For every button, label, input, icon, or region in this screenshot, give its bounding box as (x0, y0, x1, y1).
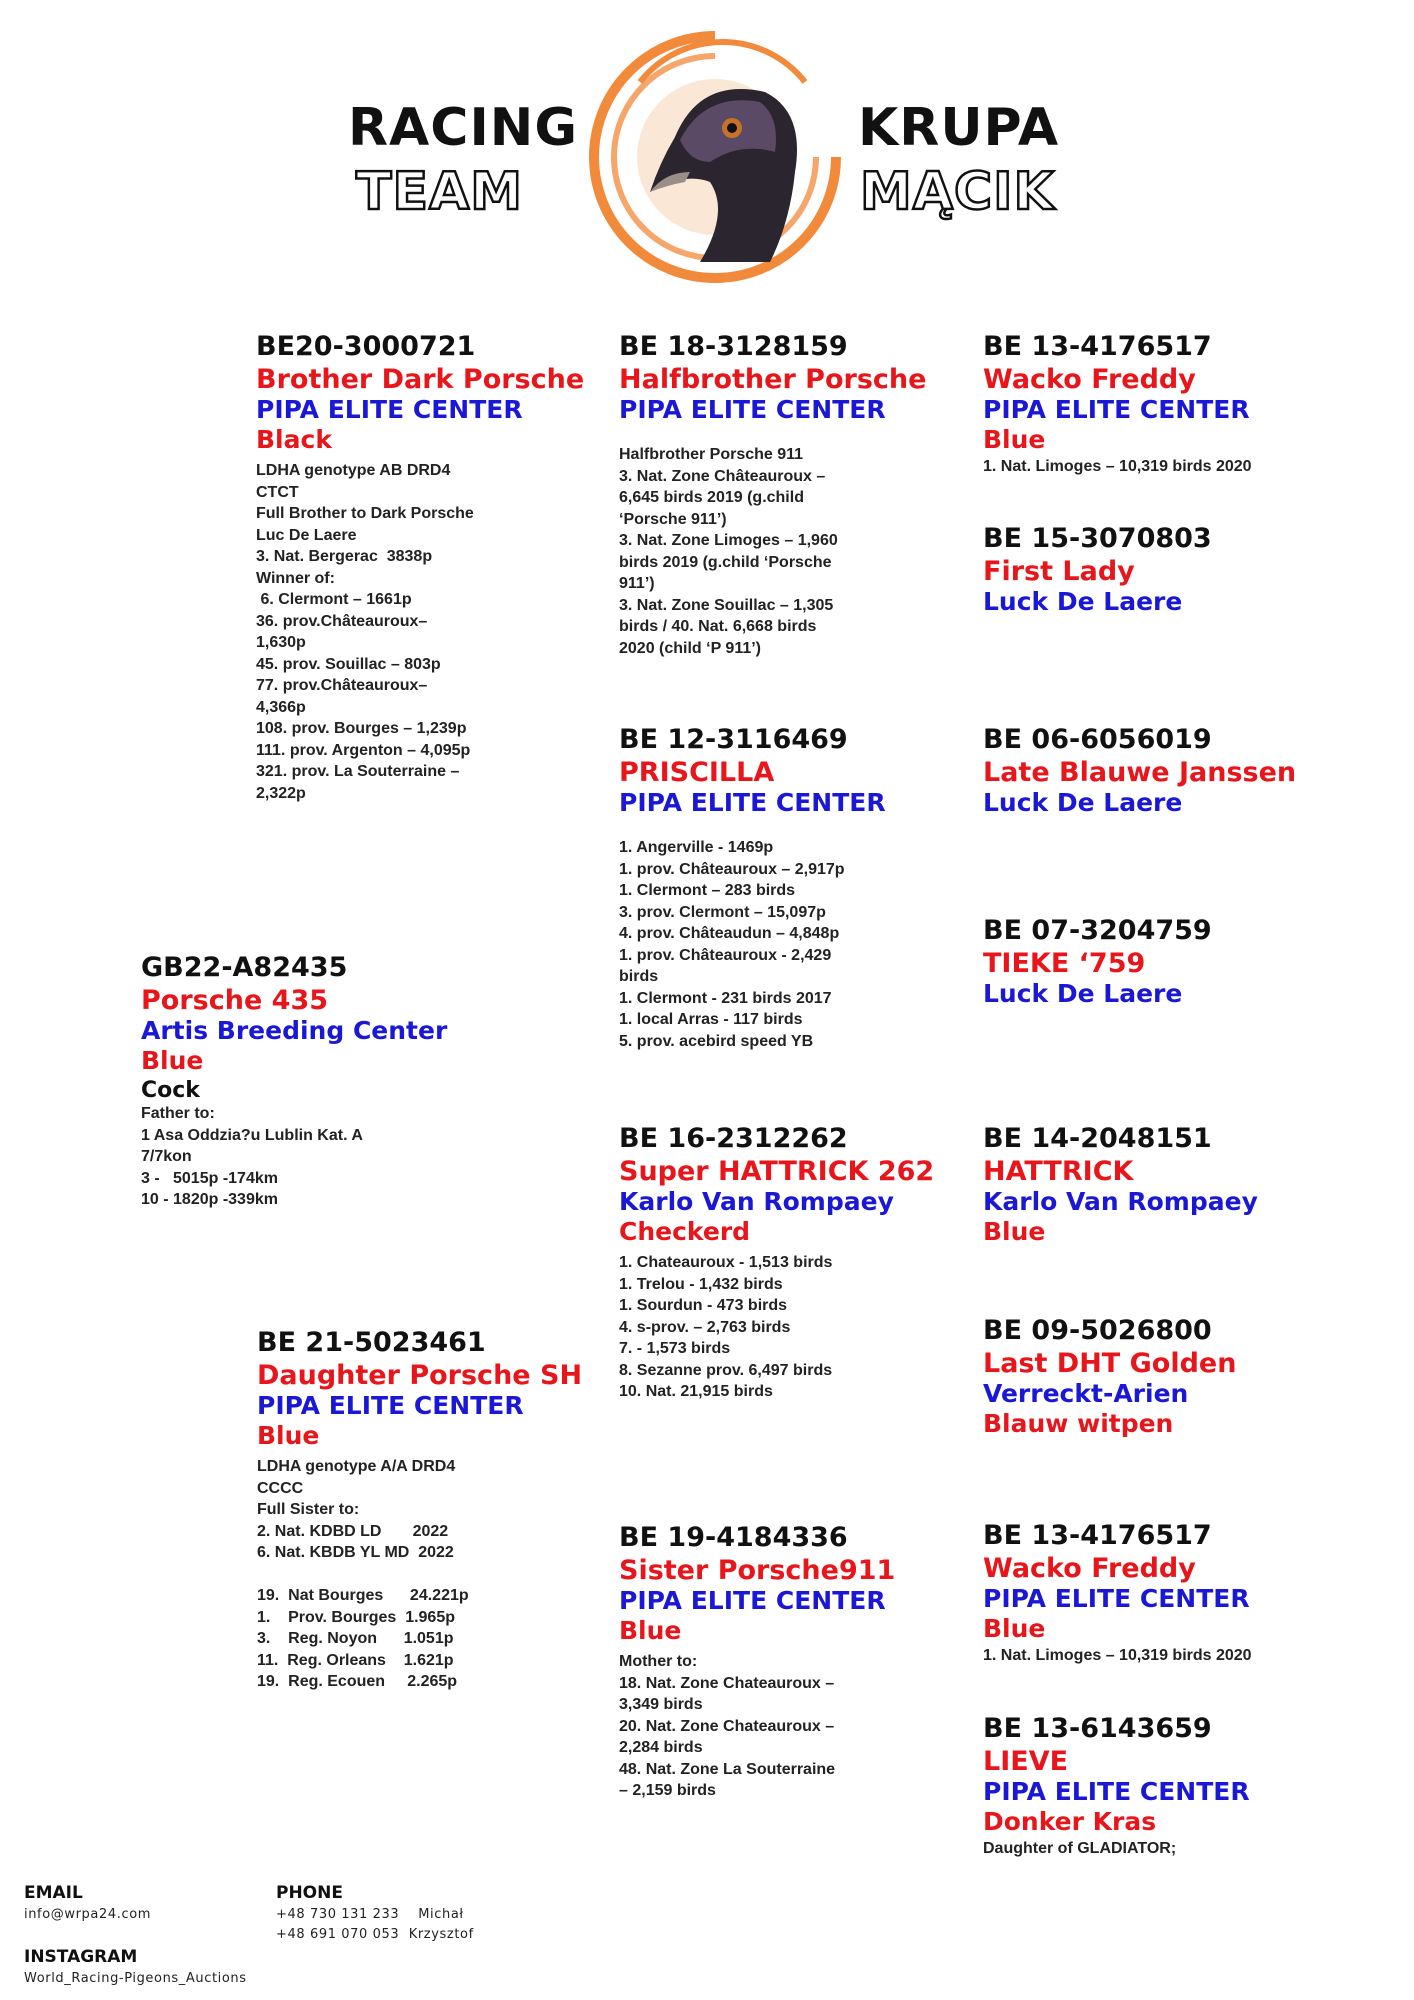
breeder-name: Karlo Van Rompaey (983, 1187, 1258, 1216)
breeder-name: Luck De Laere (983, 587, 1183, 616)
logo-team: TEAM (356, 162, 523, 222)
breeder-name: PIPA ELITE CENTER (619, 395, 886, 424)
pigeon-notes: Halfbrother Porsche 911 3. Nat. Zone Châteauroux – 6,645 birds 2019 (g.child ‘Porsche 911’) 3. Nat. Zone Limoges – 1,960 birds 2019 (g.child ‘Porsche 911’) 3. Nat. Zone Souillac – 1,305 birds / 40. Nat. 6,668 birds 2020 (child ‘P 911’) (619, 446, 838, 657)
ring-number: BE 13-4176517 (983, 331, 1212, 362)
sire-sire-card (619, 330, 949, 659)
breeder-name: Artis Breeding Center (141, 1016, 448, 1045)
ring-number: BE 21-5023461 (257, 1327, 486, 1358)
pigeon-color: Blue (257, 1421, 320, 1450)
pigeon-color: Blue (141, 1046, 204, 1075)
ring-number: BE 15-3070803 (983, 523, 1212, 554)
subject-card (141, 951, 461, 1211)
breeder-name: Luck De Laere (983, 979, 1183, 1008)
ring-number: BE 16-2312262 (619, 1123, 848, 1154)
pigeon-notes: LDHA genotype AB DRD4 CTCT Full Brother to Dark Porsche Luc De Laere 3. Nat. Bergerac 3838p Winner of: 6. Clermont – 1661p 36. prov.Châteauroux– 1,630p 45. prov. Souillac – 803p 77. prov.Châteauroux– 4,366p 108. prov. Bourges – 1,239p 111. prov. Argenton – 4,095p 321. prov. La Souterraine – 2,322p (256, 462, 474, 802)
ring-number: GB22-A82435 (141, 952, 348, 983)
ring-number: BE 06-6056019 (983, 724, 1212, 755)
pigeon-color: Black (256, 425, 332, 454)
breeder-name: PIPA ELITE CENTER (256, 395, 523, 424)
pigeon-notes: LDHA genotype A/A DRD4 CCCC Full Sister to: 2. Nat. KDBD LD 2022 6. Nat. KBDB YL MD 2022 19. Nat Bourges 24.221p 1. Prov. Bourges 1.965p 3. Reg. Noyon 1.051p 11. Reg. Orleans 1.621p 19. Reg. Ecouen 2.265p (257, 1458, 469, 1690)
breeder-name: PIPA ELITE CENTER (983, 395, 1250, 424)
pigeon-name: HATTRICK (983, 1156, 1134, 1187)
pigeon-color: Blue (983, 425, 1046, 454)
pigeon-name: Super HATTRICK 262 (619, 1156, 935, 1187)
pigeon-name: First Lady (983, 556, 1135, 587)
pigeon-name: Brother Dark Porsche (256, 364, 585, 395)
pigeon-name: TIEKE ‘759 (983, 948, 1146, 979)
ggp-dds-card (983, 1519, 1313, 1667)
breeder-name: Verreckt-Arien (983, 1379, 1189, 1408)
ggp-sdd-card (983, 914, 1313, 1008)
pigeon-color: Blue (619, 1616, 682, 1645)
breeder-name: PIPA ELITE CENTER (619, 1586, 886, 1615)
ggp-dss-card (983, 1122, 1313, 1248)
pigeon-name: Wacko Freddy (983, 364, 1196, 395)
breeder-name: Karlo Van Rompaey (619, 1187, 894, 1216)
breeder-name: PIPA ELITE CENTER (983, 1777, 1250, 1806)
phone-michal[interactable]: +48 730 131 233 Michał (276, 1907, 464, 1922)
breeder-name: PIPA ELITE CENTER (257, 1391, 524, 1420)
pigeon-notes: 1. Nat. Limoges – 10,319 birds 2020 (983, 458, 1252, 475)
ggp-dsd-card (983, 1314, 1313, 1440)
ring-number: BE20-3000721 (256, 331, 476, 362)
breeder-name: PIPA ELITE CENTER (983, 1584, 1250, 1613)
pigeon-notes: 1. Chateauroux - 1,513 birds 1. Trelou - 1,432 birds 1. Sourdun - 473 birds 4. s-prov. – 2,763 birds 7. - 1,573 birds 8. Sezanne prov. 6,497 birds 10. Nat. 21,915 birds (619, 1254, 833, 1400)
ggp-ssd-card (983, 522, 1313, 616)
breeder-name: PIPA ELITE CENTER (619, 788, 886, 817)
pigeon-color: Donker Kras (983, 1807, 1157, 1836)
email-link[interactable]: info@wrpa24.com (24, 1907, 152, 1922)
ring-number: BE 18-3128159 (619, 331, 848, 362)
phone-label: PHONE (276, 1883, 343, 1903)
logo-krupa: KRUPA (858, 98, 1060, 158)
pigeon-name: Halfbrother Porsche (619, 364, 927, 395)
pigeon-name: LIEVE (983, 1746, 1069, 1777)
pigeon-notes: 1. Angerville - 1469p 1. prov. Châteauroux – 2,917p 1. Clermont – 283 birds 3. prov. Clermont – 15,097p 4. prov. Châteaudun – 4,848p 1. prov. Châteauroux - 2,429 birds 1. Clermont - 231 birds 2017 1. local Arras - 117 birds 5. prov. acebird speed YB (619, 839, 845, 1050)
sire-card (256, 330, 586, 804)
dam-dam-card (619, 1521, 949, 1802)
ggp-sss-card (983, 330, 1313, 478)
ggp-ddd-card (983, 1712, 1313, 1860)
instagram-label: INSTAGRAM (24, 1947, 138, 1967)
pigeon-notes: Daughter of GLADIATOR; (983, 1840, 1177, 1857)
pigeon-name: Late Blauwe Janssen (983, 757, 1297, 788)
dam-sire-card (619, 1122, 949, 1403)
pigeon-sex: Cock (141, 1078, 200, 1103)
pigeon-notes: 1. Nat. Limoges – 10,319 birds 2020 (983, 1647, 1252, 1664)
instagram-link[interactable]: World_Racing-Pigeons_Auctions (24, 1971, 247, 1986)
pigeon-color: Blue (983, 1217, 1046, 1246)
pigeon-name: Daughter Porsche SH (257, 1360, 583, 1391)
logo-racing: RACING (348, 98, 578, 158)
ggp-sds-card (983, 723, 1313, 817)
pigeon-name: PRISCILLA (619, 757, 775, 788)
dam-card (257, 1326, 587, 1693)
ring-number: BE 13-4176517 (983, 1520, 1212, 1551)
phone-krzysztof[interactable]: +48 691 070 053 Krzysztof (276, 1927, 474, 1942)
ring-number: BE 14-2048151 (983, 1123, 1212, 1154)
pigeon-name: Porsche 435 (141, 985, 329, 1016)
pigeon-color: Blauw witpen (983, 1409, 1174, 1438)
email-label: EMAIL (24, 1883, 83, 1903)
breeder-name: Luck De Laere (983, 788, 1183, 817)
pigeon-name: Wacko Freddy (983, 1553, 1196, 1584)
pigeon-name: Last DHT Golden (983, 1348, 1237, 1379)
logo-macik: MĄCIK (860, 162, 1055, 222)
pigeon-notes: Mother to: 18. Nat. Zone Chateauroux – 3,349 birds 20. Nat. Zone Chateauroux – 2,284 birds 48. Nat. Zone La Souterraine – 2,159 birds (619, 1653, 836, 1799)
pigeon-color: Checkerd (619, 1217, 751, 1246)
ring-number: BE 07-3204759 (983, 915, 1212, 946)
ring-number: BE 13-6143659 (983, 1713, 1212, 1744)
pigeon-notes: Father to: 1 Asa Oddzia?u Lublin Kat. A 7/7kon 3 - 5015p -174km 10 - 1820p -339km (141, 1105, 363, 1208)
ring-number: BE 19-4184336 (619, 1522, 848, 1553)
ring-number: BE 09-5026800 (983, 1315, 1212, 1346)
sire-dam-card (619, 723, 949, 1052)
pigeon-name: Sister Porsche911 (619, 1555, 896, 1586)
ring-number: BE 12-3116469 (619, 724, 848, 755)
pigeon-logo-icon (580, 22, 850, 292)
pigeon-color: Blue (983, 1614, 1046, 1643)
